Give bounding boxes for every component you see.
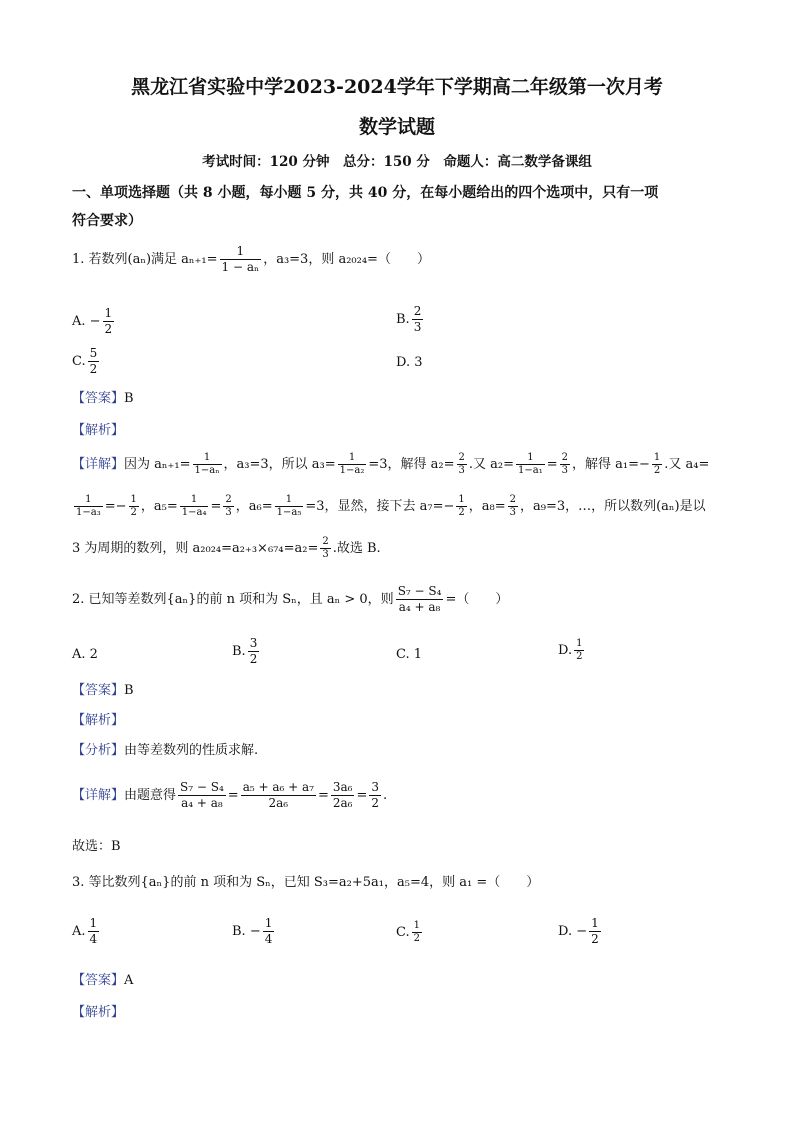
section-heading: 一、单项选择题（共 8 小题，每小题 5 分，共 40 分，在每小题给出的四个选项中，只有一项 [72,185,659,201]
q1-option-a: A. − $\frac{1}{2}$ [72,306,113,336]
q1-jiexi-label: 【解析】 [72,423,125,438]
q3-option-a: A. $\frac{1}{4}$ [72,916,98,946]
exam-meta: 考试时间：120 分钟 总分：150 分 命题人：高二数学备课组 [202,154,592,170]
q3-stem: 3. 等比数列{aₙ}的前 n 项和为 Sₙ，已知 S₃=a₂+5a₁，a₅=4，则 a₁ =（ ） [72,875,540,890]
q1-detail-line1: 【详解】因为 aₙ₊₁= $\frac{1}{\text{1−aₙ}}$ ，a₃=3，所以 a₃= $\frac{1}{\text{1−a₂}}$ =3，解得 a₂= $\frac{2}{3}$ .又 a₂= $\frac{1}{\text{1−a₁}}$ = $\frac{2}{3}$ ，解得 a₁=− $\frac{1}{2}$ .又 a₄= [72,452,710,476]
q2-option-d: D. $\frac{1}{2}$ [558,638,583,662]
q2-choice: 故选：B [72,839,121,854]
section-heading-cont: 符合要求） [72,213,142,229]
q1-stem-fraction: $\frac{1}{\text{1 − aₙ}}$ [221,244,260,274]
q1-option-d: D. 3 [396,355,423,370]
q2-jiexi-label: 【解析】 [72,713,125,728]
q1-option-b: B. $\frac{2}{3}$ [396,304,422,334]
q3-jiexi-label: 【解析】 [72,1005,125,1020]
q1-stem: 1. 若数列(aₙ)满足 aₙ₊₁= $\frac{1}{\text{1 − aₙ}}$ ，a₃=3，则 a₂₀₂₄=（ ） [72,244,430,274]
q3-option-c: C. $\frac{1}{2}$ [396,920,420,944]
exam-subtitle: 数学试题 [358,116,435,138]
q2-option-c: C. 1 [396,647,423,662]
q3-option-d: D. − $\frac{1}{2}$ [558,916,599,946]
q1-option-c: C. $\frac{5}{2}$ [72,346,98,376]
q1-detail-line3: 3 为周期的数列，则 a₂₀₂₄=a₂₊₃×₆₇₄=a₂= $\frac{2}{3}$ .故选 B. [72,536,381,560]
q2-analysis: 【分析】由等差数列的性质求解. [72,743,259,758]
q2-option-a: A. 2 [72,647,98,662]
q3-answer: 【答案】A [72,973,134,988]
q3-option-b: B. − $\frac{1}{4}$ [232,916,273,946]
q2-stem: 2. 已知等差数列{aₙ}的前 n 项和为 Sₙ，且 aₙ > 0，则 $\frac{\text{S₇ − S₄}}{\text{a₄ + a₈}}$ =（ ） [72,584,509,614]
q2-answer: 【答案】B [72,683,134,698]
q2-detail: 【详解】由题意得 $\frac{\text{S₇ − S₄}}{\text{a₄ + a₈}}$ = $\frac{\text{a₅ + a₆ + a₇}}{\text{2a₆}}$ = $\frac{\text{3a₆}}{\text{2a₆}}$ = $\frac{3}{2}$ . [72,780,388,810]
q1-answer: 【答案】B [72,391,134,406]
q2-option-b: B. $\frac{3}{2}$ [232,636,258,666]
exam-title: 黑龙江省实验中学2023-2024学年下学期高二年级第一次月考 [131,76,663,98]
q1-detail-line2: $\frac{1}{\text{1−a₃}}$ =− $\frac{1}{2}$ ，a₅= $\frac{1}{\text{1−a₄}}$ = $\frac{2}{3}$ ，a₆= $\frac{1}{\text{1−a₅}}$ =3，显然，接下去 a₇=− $\frac{1}{2}$ ，a₈= $\frac{2}{3}$ ，a₉=3，…，所以数列(aₙ)是以 [76,494,706,518]
